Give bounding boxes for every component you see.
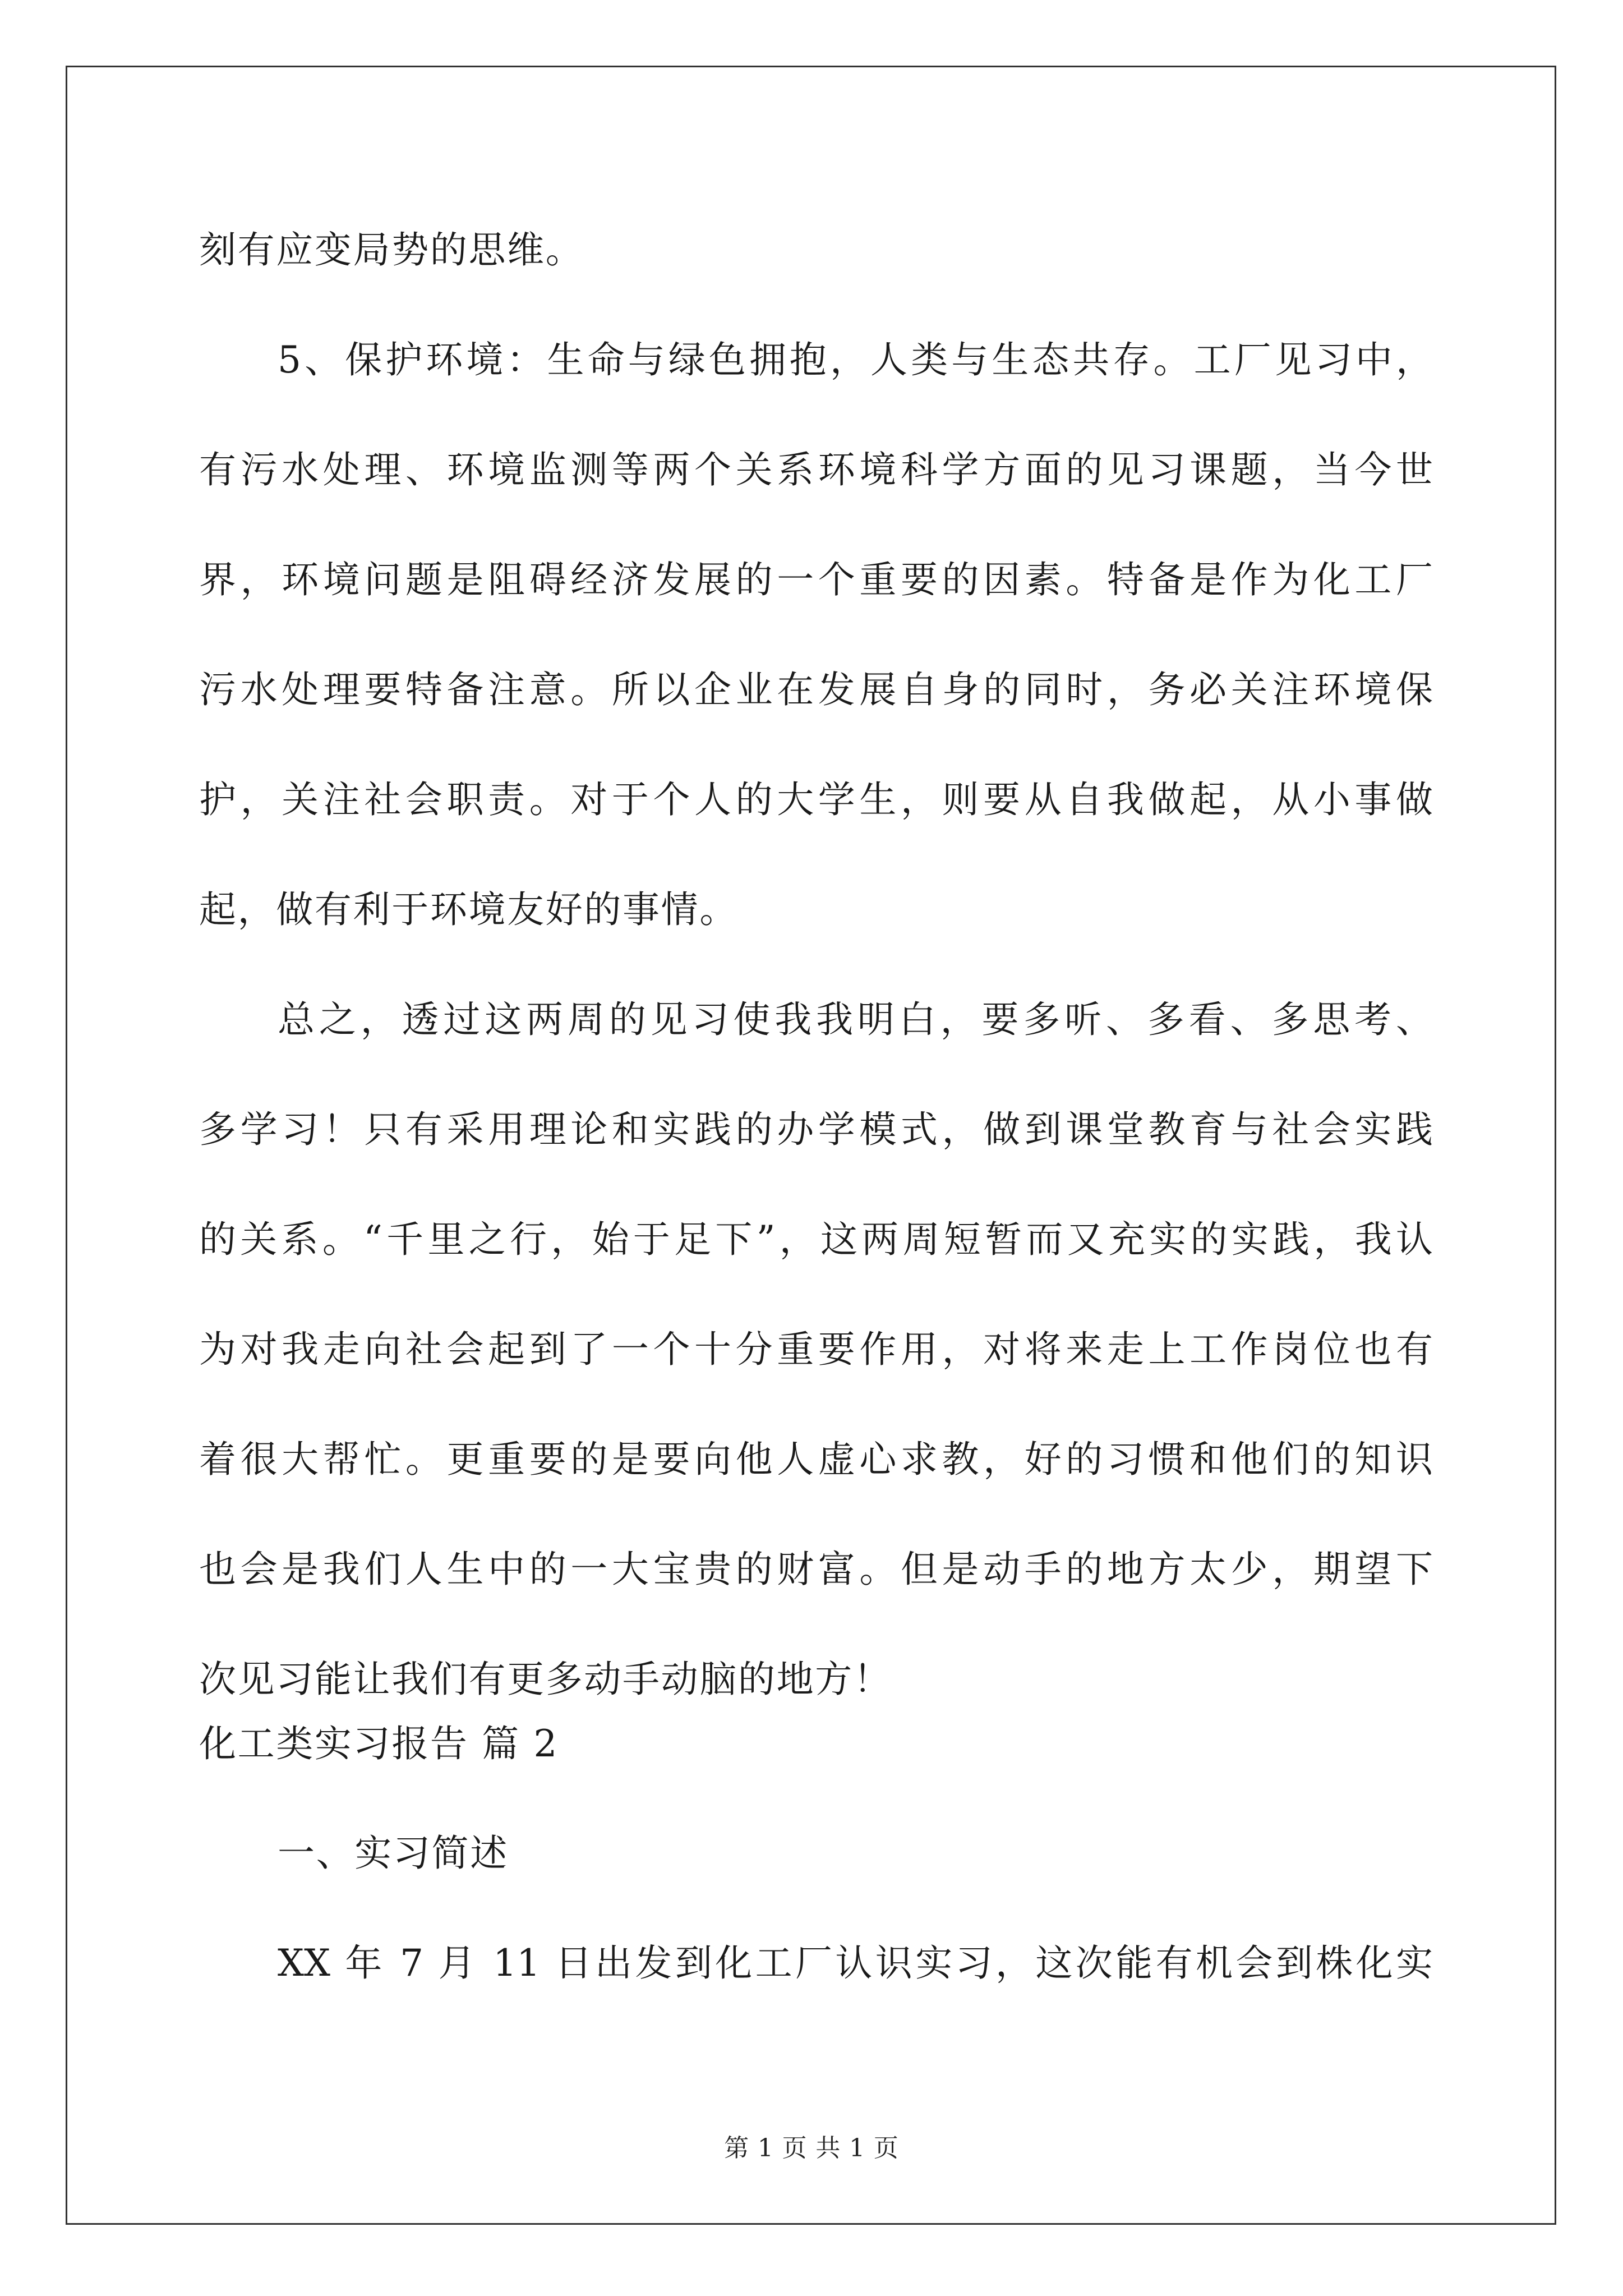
text-line: 刻有应变局势的思维。 bbox=[199, 228, 584, 272]
text-line: 界，环境问题是阻碍经济发展的一个重要的因素。特备是作为化工厂 bbox=[199, 558, 1433, 601]
text-line: 着很大帮忙。更重要的是要向他人虚心求教，好的习惯和他们的知识 bbox=[199, 1438, 1433, 1481]
paragraph-start-line: XX 年 7 月 11 日出发到化工厂认识实习，这次能有机会到株化实 bbox=[278, 1941, 1433, 1985]
text-line: 的关系。“千里之行，始于足下”，这两周短暂而又充实的实践，我认 bbox=[199, 1218, 1433, 1261]
text-line: 次见习能让我们有更多动手动脑的地方！ bbox=[199, 1658, 892, 1701]
text-line: 多学习！只有采用理论和实践的办学模式，做到课堂教育与社会实践 bbox=[199, 1108, 1433, 1151]
text-line: 起，做有利于环境友好的事情。 bbox=[199, 888, 738, 931]
text-line: 也会是我们人生中的一大宝贵的财富。但是动手的地方太少，期望下 bbox=[199, 1548, 1433, 1591]
section-heading: 化工类实习报告 篇 2 bbox=[199, 1722, 559, 1765]
subsection-heading: 一、实习简述 bbox=[278, 1832, 509, 1875]
text-line: 为对我走向社会起到了一个十分重要作用，对将来走上工作岗位也有 bbox=[199, 1328, 1433, 1371]
text-line: 污水处理要特备注意。所以企业在发展自身的同时，务必关注环境保 bbox=[199, 668, 1433, 711]
paragraph-start-line: 总之，透过这两周的见习使我我明白，要多听、多看、多思考、 bbox=[278, 998, 1433, 1041]
paragraph-start-line: 5、保护环境：生命与绿色拥抱，人类与生态共存。工厂见习中， bbox=[278, 338, 1433, 381]
page-footer: 第 1 页 共 1 页 bbox=[724, 2134, 899, 2162]
text-line: 护，关注社会职责。对于个人的大学生，则要从自我做起，从小事做 bbox=[199, 778, 1433, 821]
text-line: 有污水处理、环境监测等两个关系环境科学方面的见习课题，当今世 bbox=[199, 448, 1433, 491]
